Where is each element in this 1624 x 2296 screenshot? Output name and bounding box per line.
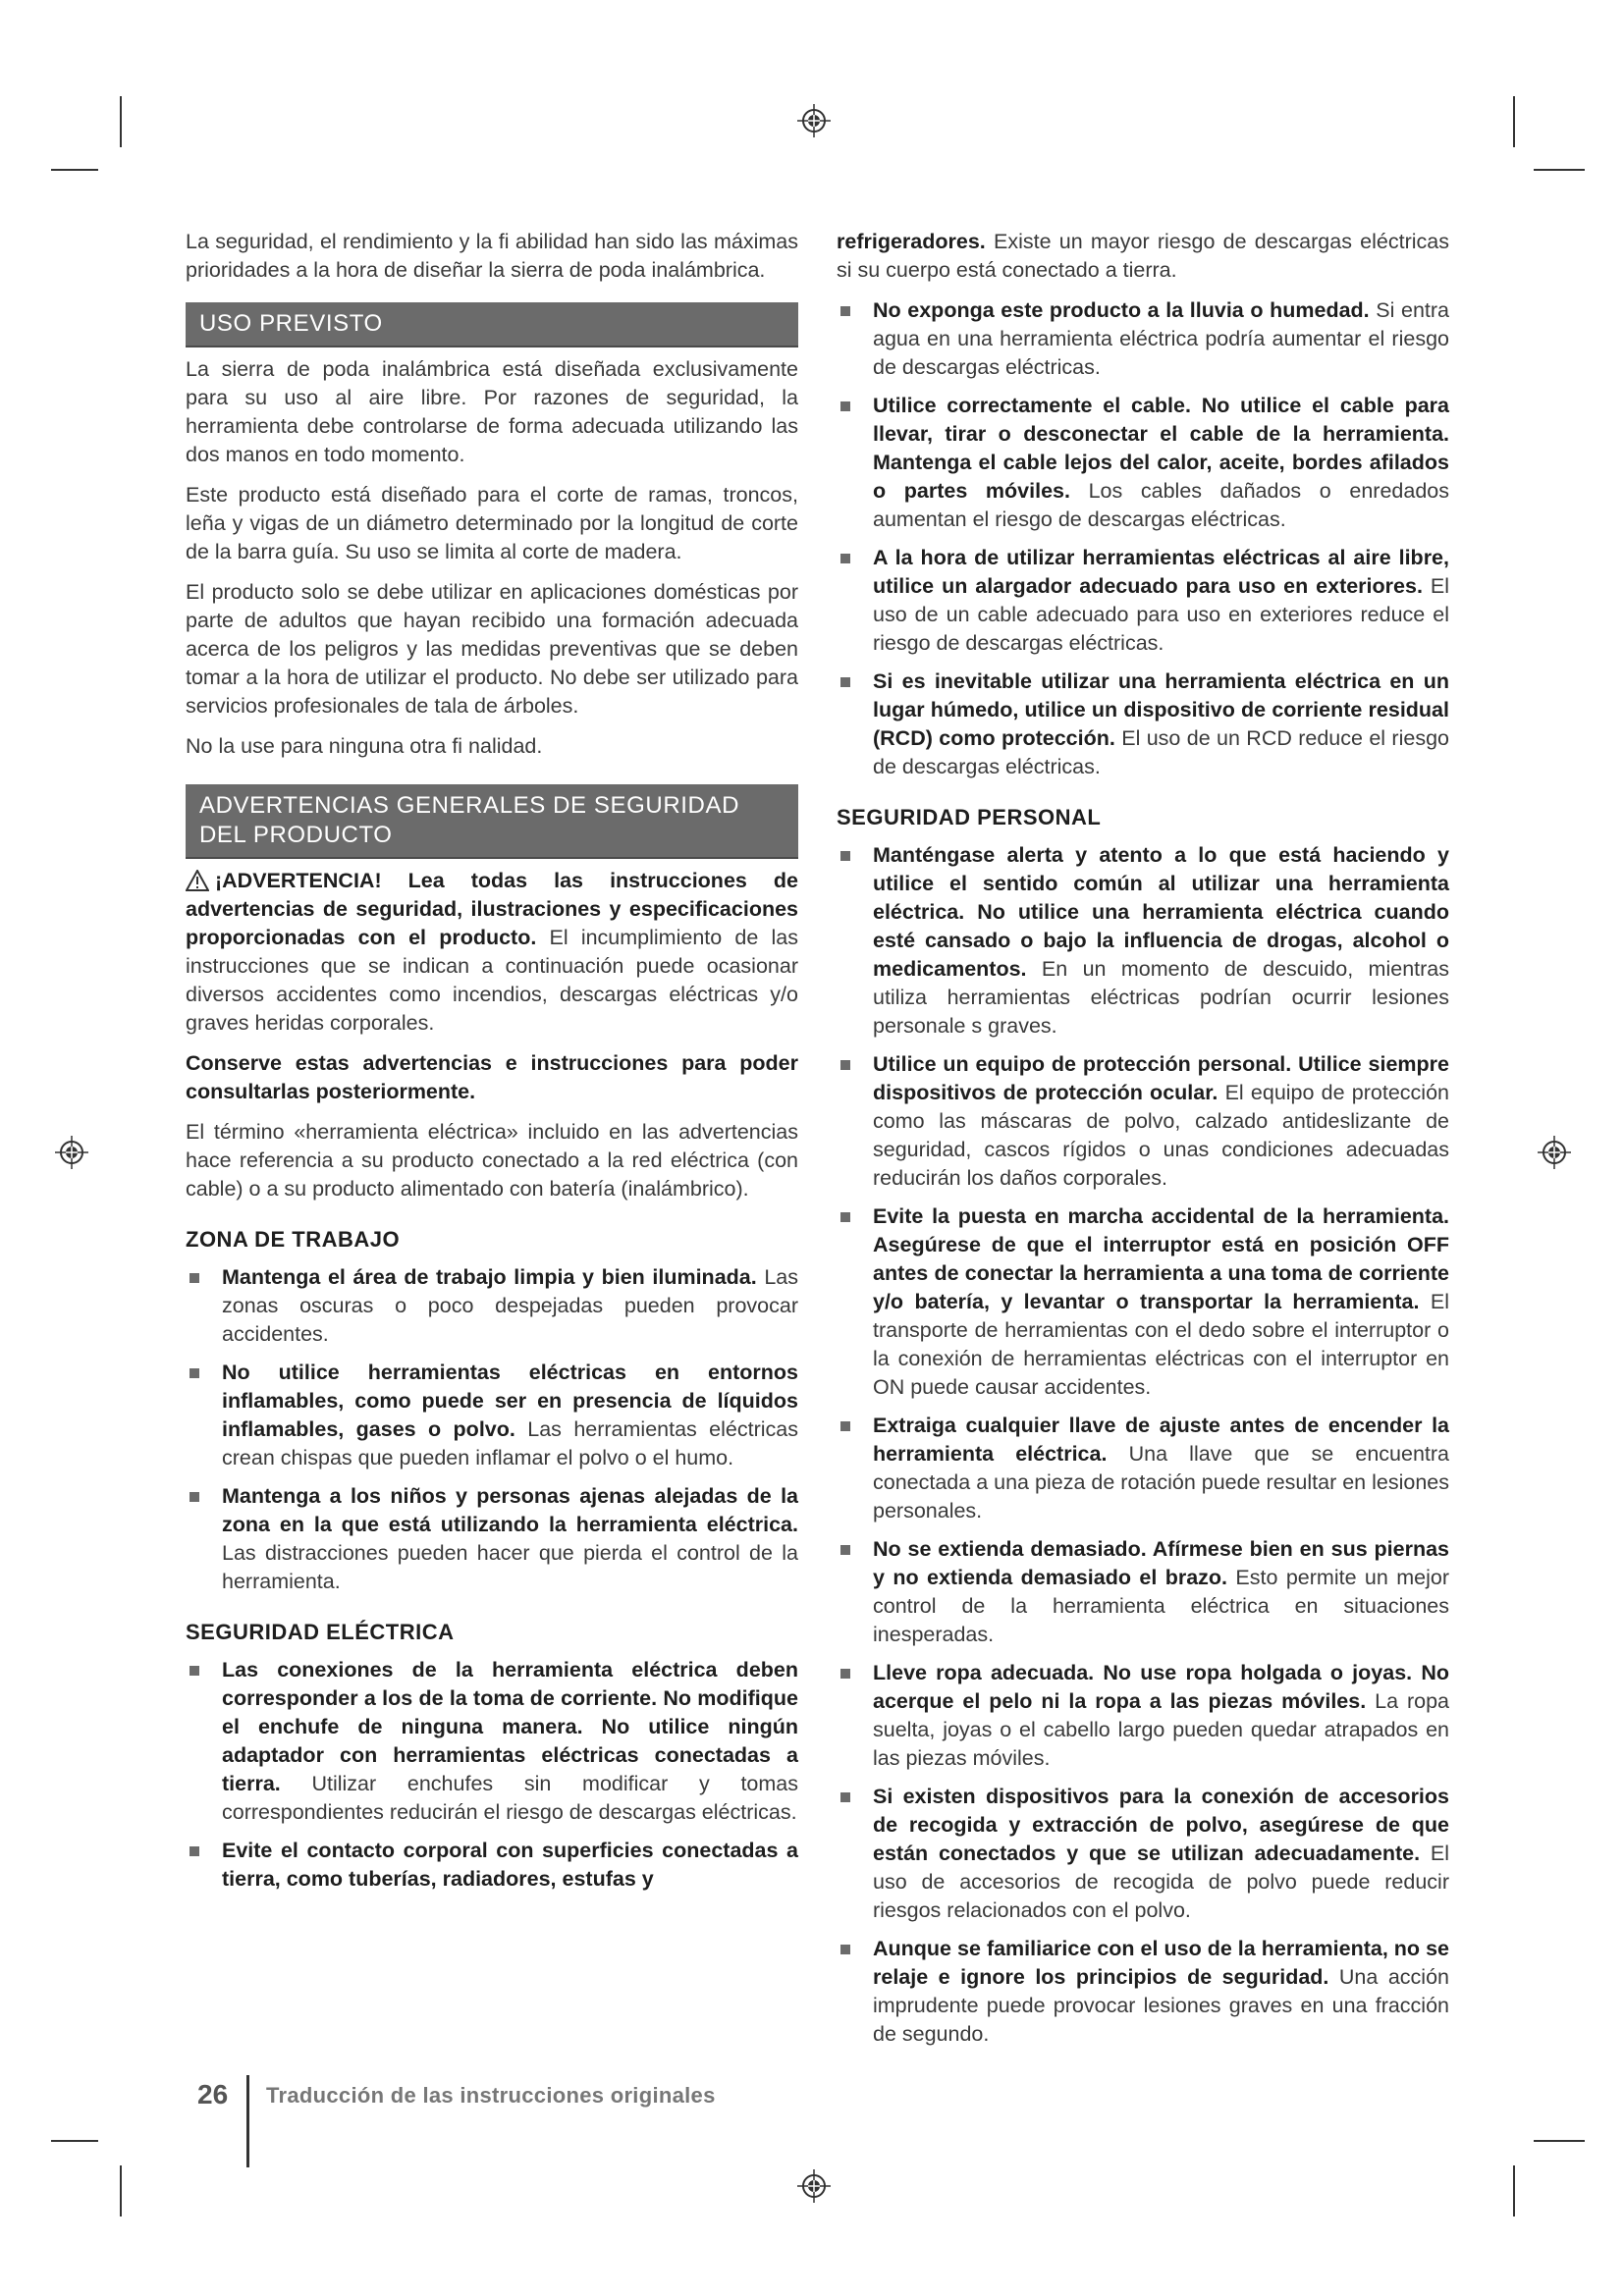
section-banner-uso-previsto: USO PREVISTO: [186, 302, 798, 347]
list-item: [837, 1412, 1449, 1525]
crop-mark: [1534, 169, 1585, 171]
item-text: El uso de un RCD reduce el riesgo de descargas eléctricas.: [873, 726, 1449, 778]
registration-mark-icon: [797, 104, 831, 137]
list-item: [837, 296, 1449, 382]
item-text: Una llave que se encuentra conectada a una pieza de rotación puede resultar en lesiones personales.: [873, 1442, 1449, 1522]
bullet-square-icon: [840, 554, 850, 563]
item-bold: Mantenga el área de trabajo limpia y bien iluminada.: [222, 1265, 757, 1289]
list-item: [186, 1837, 798, 1894]
warning-bold: ¡ADVERTENCIA! Lea todas las instrucciones de advertencias de seguridad, ilustraciones y especificaciones proporcionadas con el producto.: [186, 869, 798, 949]
item-text: Esto permite un mejor control de la herramienta eléctrica en situaciones inesperadas.: [873, 1566, 1449, 1646]
item-bold: No utilice herramientas eléctricas en entornos inflamables, como puede ser en presencia de líquidos inflamables, gases o polvo.: [222, 1361, 798, 1441]
bullet-square-icon: [840, 1792, 850, 1802]
bullet-square-icon: [840, 1945, 850, 1954]
crop-mark: [1534, 2140, 1585, 2142]
intended-use-paragraph: Este producto está diseñado para el corte de ramas, troncos, leña y vigas de un diámetro determinado por la longitud de corte de la barra guía. Su uso se limita al corte de madera.: [186, 483, 798, 563]
list-item: [837, 1659, 1449, 1773]
registration-mark-icon: [55, 1136, 88, 1169]
item-text: El equipo de protección como las máscaras de polvo, calzado antideslizante de seguridad, cascos rígidos o unas condiciones adecuadas reducirán los daños corporales.: [873, 1081, 1449, 1190]
term-definition: El término «herramienta eléctrica» incluido en las advertencias hace referencia a su producto conectado a la red eléctrica (con cable) o a su producto alimentado con batería (inalámbrico).: [186, 1120, 798, 1201]
item-bold: Extraiga cualquier llave de ajuste antes de encender la herramienta eléctrica.: [873, 1414, 1449, 1466]
keep-instructions-note: Conserve estas advertencias e instrucciones para poder consultarlas posteriormente.: [186, 1051, 798, 1103]
item-text: La ropa suelta, joyas o el cabello largo pueden quedar atrapados en las piezas móviles.: [873, 1689, 1449, 1770]
intended-use-paragraph: La sierra de poda inalámbrica está diseñada exclusivamente para su uso al aire libre. Por razones de seguridad, la herramienta debe controlarse de forma adecuada utilizando las dos manos en todo momento.: [186, 357, 798, 466]
list-item: [837, 544, 1449, 658]
intro-paragraph: La seguridad, el rendimiento y la fi abilidad han sido las máximas prioridades a la hora de diseñar la sierra de poda inalámbrica.: [186, 230, 798, 282]
item-bold: Evite el contacto corporal con superficies conectadas a tierra, como tuberías, radiadores, estufas y: [222, 1839, 798, 1891]
item-bold: refrigeradores.: [837, 230, 986, 253]
bullet-square-icon: [840, 851, 850, 861]
registration-mark-icon: [1538, 1136, 1571, 1169]
crop-mark: [1513, 2165, 1515, 2216]
item-bold: Si existen dispositivos para la conexión de accesorios de recogida y extracción de polvo, asegúrese de que están conectados y que se utilizan adecuadamente.: [873, 1785, 1449, 1865]
subheading-work-area: ZONA DE TRABAJO: [186, 1227, 401, 1252]
bullet-square-icon: [189, 1368, 199, 1378]
bullet-square-icon: [840, 306, 850, 316]
bullet-square-icon: [189, 1846, 199, 1856]
item-bold: Evite la puesta en marcha accidental de la herramienta. Asegúrese de que el interruptor está en posición OFF antes de conectar la herramienta a una toma de corriente y/o batería, y levantar o transportar la herramienta.: [873, 1204, 1449, 1313]
item-bold: Las conexiones de la herramienta eléctrica deben corresponder a los de la toma de corriente. No modifique el enchufe de ninguna manera. No utilice ningún adaptador con herramientas eléctricas conectadas a tierra.: [222, 1658, 798, 1795]
list-item: [837, 392, 1449, 534]
warning-text: El incumplimiento de las instrucciones que se indican a continuación puede ocasionar diversos accidentes como incendios, descargas eléctricas y/o graves heridas corporales.: [186, 926, 798, 1035]
item-text: Las zonas oscuras o poco despejadas pueden provocar accidentes.: [222, 1265, 798, 1346]
subheading-personal-safety: SEGURIDAD PERSONAL: [837, 805, 1102, 829]
bullet-square-icon: [840, 1212, 850, 1222]
item-bold: Si es inevitable utilizar una herramienta eléctrica en un lugar húmedo, utilice un dispositivo de corriente residual (RCD) como protección.: [873, 669, 1449, 750]
registration-mark-icon: [797, 2169, 831, 2203]
intended-use-paragraph: El producto solo se debe utilizar en aplicaciones domésticas por parte de adultos que hayan recibido una formación adecuada acerca de los peligros y las medidas preventivas que se deben tomar a la hora de utilizar el producto. No debe ser utilizado para servicios profesionales de tala de árboles.: [186, 580, 798, 718]
crop-mark: [120, 96, 122, 147]
list-item: [186, 1359, 798, 1472]
item-text: El uso de un cable adecuado para uso en exteriores reduce el riesgo de descargas eléctricas.: [873, 574, 1449, 655]
crop-mark: [1513, 96, 1515, 147]
item-text: El uso de accesorios de recogida de polvo puede reducir riesgos relacionados con el polvo.: [873, 1842, 1449, 1922]
right-column: [837, 228, 1449, 2058]
warning-paragraph: [186, 867, 798, 1038]
bullet-square-icon: [840, 1060, 850, 1070]
item-text: Utilizar enchufes sin modificar y tomas correspondientes reducirán el riesgo de descargas eléctricas.: [222, 1772, 798, 1824]
item-text: Las herramientas eléctricas crean chispas que pueden inflamar el polvo o el humo.: [222, 1417, 798, 1469]
list-item: [837, 841, 1449, 1041]
list-item: [837, 1050, 1449, 1193]
list-item: [837, 667, 1449, 781]
page-number: 26: [197, 2079, 229, 2109]
bullet-square-icon: [840, 1421, 850, 1431]
item-text: Las distracciones pueden hacer que pierda el control de la herramienta.: [222, 1541, 798, 1593]
item-text: Los cables dañados o enredados aumentan el riesgo de descargas eléctricas.: [873, 479, 1449, 531]
list-item: [186, 1656, 798, 1827]
item-bold: Utilice un equipo de protección personal. Utilice siempre dispositivos de protección ocular.: [873, 1052, 1449, 1104]
list-item: [837, 1202, 1449, 1402]
item-bold: No exponga este producto a la lluvia o humedad.: [873, 298, 1370, 322]
bullet-square-icon: [840, 401, 850, 411]
item-bold: Mantenga a los niños y personas ajenas alejadas de la zona en la que está utilizando la herramienta eléctrica.: [222, 1484, 798, 1536]
item-bold: A la hora de utilizar herramientas eléctricas al aire libre, utilice un alargador adecuado para uso en exteriores.: [873, 546, 1449, 598]
item-bold: Aunque se familiarice con el uso de la herramienta, no se relaje e ignore los principios de seguridad.: [873, 1937, 1449, 1989]
intended-use-paragraph: No la use para ninguna otra fi nalidad.: [186, 734, 543, 758]
bullet-square-icon: [189, 1273, 199, 1283]
bullet-square-icon: [189, 1492, 199, 1502]
list-item: [837, 1783, 1449, 1925]
item-bold: Manténgase alerta y atento a lo que está haciendo y utilice el sentido común al utilizar una herramienta eléctrica. No utilice una herramienta eléctrica cuando esté cansado o bajo la influencia de drogas, alcohol o medicamentos.: [873, 843, 1449, 981]
list-item: [186, 1263, 798, 1349]
list-item: [186, 1482, 798, 1596]
bullet-square-icon: [189, 1666, 199, 1676]
crop-mark: [51, 169, 98, 171]
bullet-square-icon: [840, 1545, 850, 1555]
list-item: [837, 1935, 1449, 2049]
crop-mark: [120, 2165, 122, 2216]
bullet-square-icon: [840, 1669, 850, 1679]
item-text: El transporte de herramientas con el dedo sobre el interruptor o la conexión de herramientas eléctricas con el interruptor en ON puede causar accidentes.: [873, 1290, 1449, 1399]
section-banner-advertencias: ADVERTENCIAS GENERALES DE SEGURIDAD DEL PRODUCTO: [186, 784, 798, 859]
continuation-paragraph: [837, 228, 1449, 285]
footer-text: Traducción de las instrucciones originales: [266, 2083, 716, 2108]
bullet-square-icon: [840, 677, 850, 687]
item-text: En un momento de descuido, mientras utiliza herramientas eléctricas podrían ocurrir lesiones personale s graves.: [873, 957, 1449, 1038]
item-bold: Lleve ropa adecuada. No use ropa holgada o joyas. No acerque el pelo ni la ropa a las piezas móviles.: [873, 1661, 1449, 1713]
crop-mark: [51, 2140, 98, 2142]
subheading-electric-safety: SEGURIDAD ELÉCTRICA: [186, 1620, 455, 1644]
item-text: Existe un mayor riesgo de descargas eléctricas si su cuerpo está conectado a tierra.: [837, 230, 1449, 282]
warning-triangle-icon: [186, 870, 209, 891]
left-column: [186, 228, 798, 1903]
item-text: Si entra agua en una herramienta eléctrica podría aumentar el riesgo de descargas eléctricas.: [873, 298, 1449, 379]
list-item: [837, 1535, 1449, 1649]
item-text: Una acción imprudente puede provocar lesiones graves en una fracción de segundo.: [873, 1965, 1449, 2046]
item-bold: Utilice correctamente el cable. No utilice el cable para llevar, tirar o desconectar el cable de la herramienta. Mantenga el cable lejos del calor, aceite, bordes afilados o partes móviles.: [873, 394, 1449, 503]
footer-divider: [246, 2075, 249, 2167]
item-bold: No se extienda demasiado. Afírmese bien en sus piernas y no extienda demasiado el brazo.: [873, 1537, 1449, 1589]
